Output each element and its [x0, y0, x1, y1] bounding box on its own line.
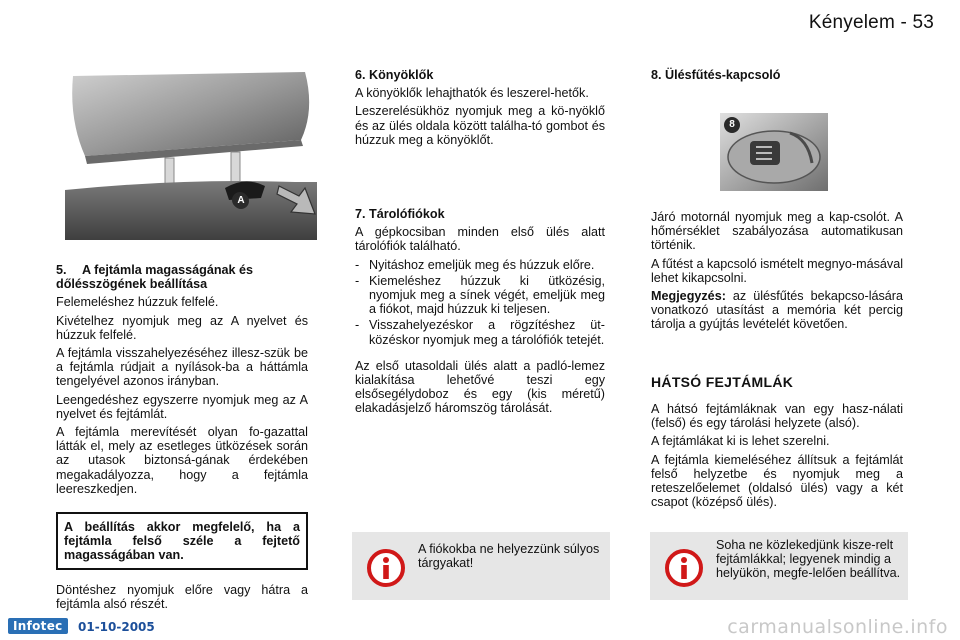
info-box-headrests [650, 532, 908, 600]
page-number-header: Kényelem - 53 [808, 12, 934, 33]
list-item: - Visszahelyezéskor a rögzítéshez üt-közéskor nyomjuk meg a tárolófiók tetejét. [355, 318, 605, 346]
info-icon [664, 548, 704, 588]
paragraph: A fejtámlákat ki is lehet szerelni. [651, 434, 830, 449]
list-item: - Kiemeléshez húzzuk ki ütközésig, nyomjuk meg a sínek végét, emeljük meg a fiókot, majd húzzuk ki teljesen. [355, 274, 605, 317]
paragraph: A könyöklők lehajthatók és leszerel-hetők. [355, 86, 589, 101]
section-8-heading: 8. Ülésfűtés-kapcsoló [651, 68, 781, 82]
footer-date: 01-10-2005 [78, 620, 155, 634]
column-2 [355, 68, 605, 151]
info-text: Soha ne közlekedjünk kisze-relt fejtámlákkal; legyenek mindig a helyükön, megfe-lelően beállítva. [716, 538, 901, 580]
paragraph: A gépkocsiban minden első ülés alatt tárolófiók található. [355, 225, 605, 254]
note-paragraph [651, 289, 903, 332]
section-6-heading: 6. Könyöklők [355, 68, 434, 82]
section-7 [355, 207, 605, 420]
headrest-photo [65, 70, 317, 240]
section-5-title: A fejtámla magasságának és dőlésszögének beállítása [56, 263, 254, 292]
tip-box-text: A beállítás akkor megfelelő, ha a fejtámla felső széle a fejtető magasságában van. [64, 520, 300, 562]
rear-headrests-text [651, 402, 903, 513]
paragraph: Járó motornál nyomjuk meg a kap-csolót. A hőmérséklet szabályozása automatikusan történik. [651, 210, 903, 253]
paragraph: A fejtámla merevítését olyan fo-gazattal látták el, mely az esetleges ütközések során az utasok biztonsá-gának érdekében megakadályozza, hogy a fejtámla leereszkedjen. [56, 425, 308, 496]
bullet-list [355, 258, 605, 347]
paragraph: A fejtámla kiemeléséhez állítsuk a fejtámlát felső helyzetbe és nyomjuk meg a reteszelőelemet (oldalsó ülés) vagy a két csapot (középső ülés). [651, 452, 903, 510]
section-5-heading [56, 263, 308, 291]
section-8-heading-wrap [651, 68, 903, 86]
info-text: A fiókokba ne helyezzünk súlyos tárgyakat! [418, 542, 600, 570]
section-7-heading: 7. Tárolófiókok [355, 207, 445, 221]
paragraph: Leengedéshez egyszerre nyomjuk meg az A nyelvet és fejtámlát. [56, 392, 308, 421]
figure-callout-8: 8 [724, 117, 740, 133]
note-label: Megjegyzés: [651, 289, 726, 304]
info-box-drawers [352, 532, 610, 600]
paragraph: Felemeléshez húzzuk felfelé. [56, 295, 219, 310]
info-icon [366, 548, 406, 588]
column-1 [56, 263, 308, 500]
list-item: - Nyitáshoz emeljük meg és húzzuk előre. [355, 258, 605, 272]
figure-callout-a: A [233, 193, 249, 209]
paragraph: Döntéshez nyomjuk előre vagy hátra a fejtámla alsó részét. [56, 583, 308, 612]
paragraph: Leszerelésükhöz nyomjuk meg a kö-nyöklő és az ülés oldala között találha-tó gombot és húzzuk meg a könyöklőt. [355, 104, 605, 147]
note-text: az ülésfűtés bekapcso-lására vonatkozó utasítást a memória két percig tárolja a gyújtás levételét követően. [651, 289, 903, 332]
section-5-number: 5. [56, 263, 67, 277]
rear-headrests-heading: HÁTSÓ FEJTÁMLÁK [651, 374, 794, 390]
column-3 [651, 210, 903, 336]
paragraph: Kivételhez nyomjuk meg az A nyelvet és húzzuk felfelé. [56, 313, 308, 342]
paragraph: A fejtámla visszahelyezéséhez illesz-szük be a fejtámla rúdjait a nyílások-ba a háttámla tengelyével azonos irányban. [56, 346, 308, 389]
paragraph: Az első utasoldali ülés alatt a padló-lemez kialakítása lehetővé teszi egy elsősegélydoboz és egy (kis méretű) elakadásjelző háromszög tárolását. [355, 358, 605, 416]
closing-paragraph [56, 583, 308, 615]
tip-box [56, 512, 308, 570]
paragraph: A fűtést a kapcsoló ismételt megnyo-másával lehet kikapcsolni. [651, 256, 903, 285]
paragraph: A hátsó fejtámláknak van egy hasz-nálati (felső) és egy tárolási helyzete (alsó). [651, 402, 903, 431]
infotec-logo: Infotec [8, 618, 68, 634]
watermark: carmanualsonline.info [727, 616, 948, 638]
